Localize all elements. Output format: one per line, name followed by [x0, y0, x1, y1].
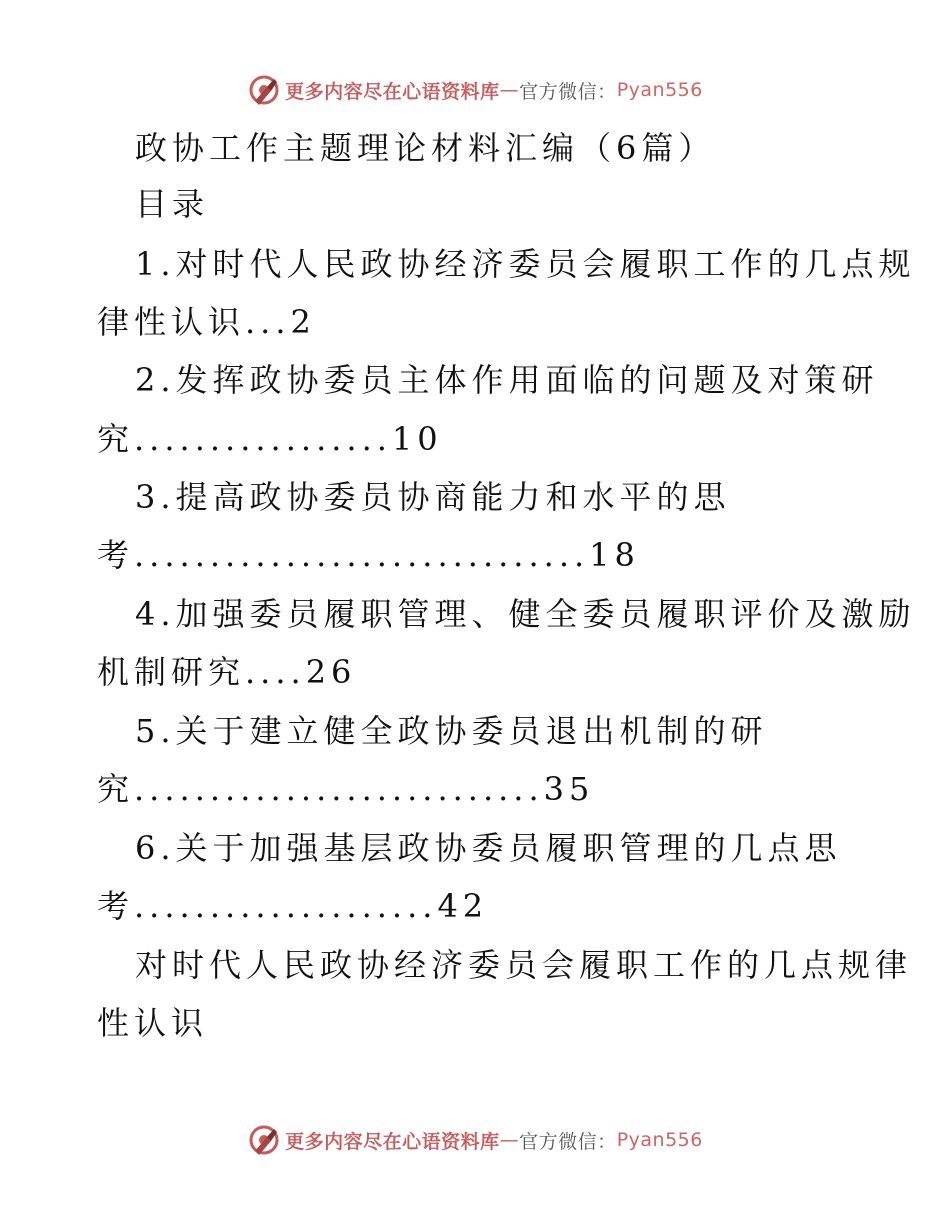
toc-item-4-line1: 4.加强委员履职管理、健全委员履职评价及激励: [135, 595, 916, 633]
toc-heading: 目录: [135, 185, 210, 223]
toc-item-6-line2: 考....................42: [97, 887, 489, 925]
watermark-dash: —: [499, 1129, 520, 1151]
toc-item-5-line1: 5.关于建立健全政协委员退出机制的研: [135, 712, 768, 750]
watermark-label: 官方微信：: [519, 80, 617, 103]
watermark-label: 官方微信：: [519, 1130, 617, 1153]
watermark-dash: —: [499, 79, 520, 101]
section-heading-line1: 对时代人民政协经济委员会履职工作的几点规律: [135, 946, 913, 984]
watermark-main-text: 更多内容尽在心语资料库: [285, 80, 500, 103]
header-watermark: [0, 70, 950, 110]
watermark-main-text: 更多内容尽在心语资料库: [285, 1130, 500, 1153]
toc-item-3-line2: 考..............................18: [97, 536, 640, 574]
toc-item-1-line2: 律性认识...2: [97, 303, 316, 341]
pen-logo-icon: [247, 1123, 281, 1157]
toc-item-6-line1: 6.关于加强基层政协委员履职管理的几点思: [135, 829, 842, 867]
pen-logo-icon: [247, 73, 281, 107]
toc-item-3-line1: 3.提高政协委员协商能力和水平的思: [135, 478, 731, 516]
toc-item-2-line1: 2.发挥政协委员主体作用面临的问题及对策研: [135, 361, 879, 399]
watermark-wechat-id: Pyan556: [616, 79, 703, 101]
section-heading-line2: 性认识: [97, 1004, 209, 1042]
watermark-wechat-id: Pyan556: [616, 1129, 703, 1151]
document-title: 政协工作主题理论材料汇编（6篇）: [135, 129, 716, 167]
footer-watermark: [0, 1120, 950, 1160]
toc-item-4-line2: 机制研究....26: [97, 653, 357, 691]
toc-item-2-line2: 究.................10: [97, 420, 443, 458]
toc-item-1-line1: 1.对时代人民政协经济委员会履职工作的几点规: [135, 245, 916, 283]
toc-item-5-line2: 究...........................35: [97, 770, 595, 808]
